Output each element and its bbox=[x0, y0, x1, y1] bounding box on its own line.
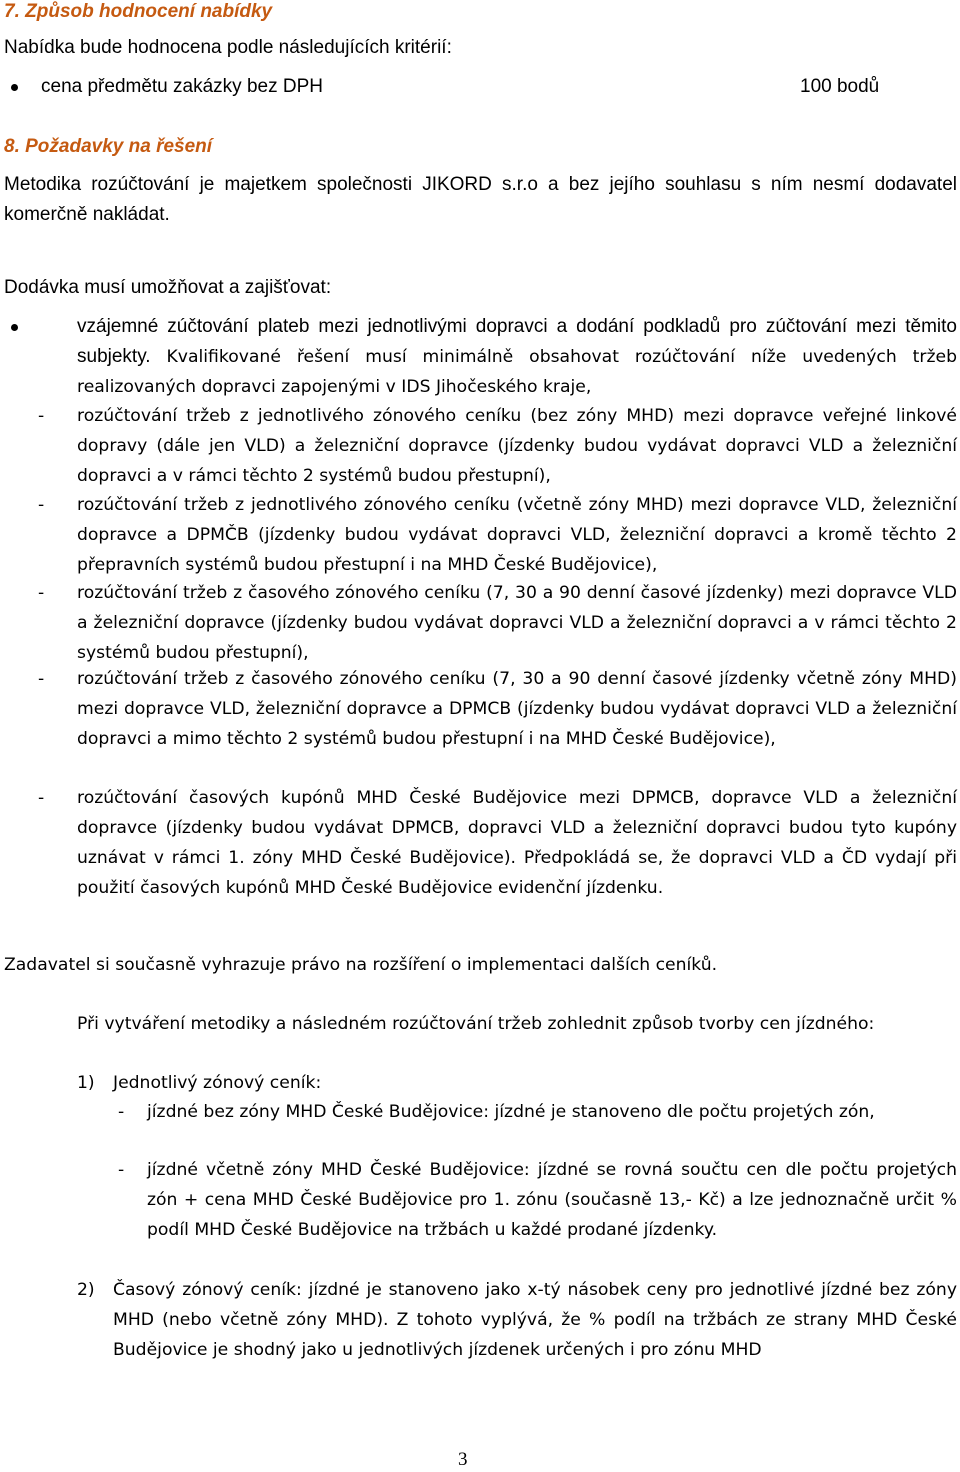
section-8-para2: Dodávka musí umožňovat a zajišťovat: bbox=[4, 277, 332, 298]
list-item-label: Jednotlivý zónový ceník: bbox=[113, 1073, 322, 1093]
bullet-icon bbox=[11, 84, 18, 91]
bullet-text-b: Kvalifikované řešení musí minimálně obsahovat rozúčtování níže uvedených tržeb realizovaných dopravci zapojenými v IDS Jihočeského kraje, bbox=[77, 347, 957, 397]
sub-list-item: jízdné bez zóny MHD České Budějovice: jízdné je stanoveno dle počtu projetých zón, bbox=[147, 1102, 875, 1122]
dash-marker: - bbox=[118, 1102, 125, 1122]
dash-marker: - bbox=[38, 669, 45, 689]
section-8-para1: Metodika rozúčtování je majetkem společnosti JIKORD s.r.o a bez jejího souhlasu s ním nesmí dodavatel komerčně nakládat. bbox=[4, 174, 957, 225]
dash-marker: - bbox=[118, 1160, 125, 1180]
reserve-paragraph: Zadavatel si současně vyhrazuje právo na rozšíření o implementaci dalších ceníků. bbox=[4, 955, 718, 975]
dash-item: rozúčtování tržeb z jednotlivého zónového ceníku (bez zóny MHD) mezi dopravce veřejné linkové dopravy (dále jen VLD) a železniční dopravce (jízdenky budou vydávat dopravci VLD a železniční dopravci a v rámci těchto 2 systémů budou přestupní), bbox=[77, 406, 957, 486]
dash-marker: - bbox=[38, 583, 45, 603]
dash-marker: - bbox=[38, 788, 45, 808]
criterion-points: 100 bodů bbox=[800, 76, 880, 97]
bullet-paragraph bbox=[77, 312, 957, 402]
dash-item: rozúčtování časových kupónů MHD České Budějovice mezi DPMCB, dopravce VLD a železniční dopravce (jízdenky budou vydávat DPMCB, dopravci VLD a železniční dopravci budou tyto kupóny uznávat v rámci 1. zóny MHD České Budějovice). Předpokládá se, že dopravci VLD a ČD vydají při použití časových kupónů MHD České Budějovice evidenční jízdenku. bbox=[77, 788, 957, 898]
section-8-heading: 8. Požadavky na řešení bbox=[4, 136, 213, 157]
bullet-icon bbox=[11, 324, 18, 331]
list-item-text: Časový zónový ceník: jízdné je stanoveno jako x-tý násobek ceny pro jednotlivé jízdné bez zóny MHD (nebo včetně zóny MHD). Z tohoto vyplývá, že % podíl na tržbách ze strany MHD České Budějovice je shodný jako u jednotlivých jízdenek určených i pro zónu MHD bbox=[113, 1280, 957, 1360]
dash-item: rozúčtování tržeb z jednotlivého zónového ceníku (včetně zóny MHD) mezi dopravce VLD, železniční dopravce a DPMČB (jízdenky budou vydávat dopravci VLD, železniční dopravci a kromě těchto 2 přepravních systémů budou přestupní i na MHD České Budějovice), bbox=[77, 495, 957, 575]
sub-list-item: jízdné včetně zóny MHD České Budějovice: jízdné se rovná součtu cen dle počtu projetých zón + cena MHD České Budějovice pro 1. zónu (současně 13,- Kč) a lze jednoznačně určit % podíl MHD České Budějovice na tržbách u každé prodané jízdenky. bbox=[147, 1160, 957, 1240]
list-number: 1) bbox=[77, 1073, 95, 1093]
criterion-label: cena předmětu zakázky bez DPH bbox=[41, 76, 323, 97]
dash-marker: - bbox=[38, 495, 45, 515]
method-intro: Při vytváření metodiky a následném rozúčtování tržeb zohlednit způsob tvorby cen jízdného: bbox=[77, 1014, 875, 1034]
section-7-intro: Nabídka bude hodnocena podle následujících kritérií: bbox=[4, 37, 452, 58]
dash-marker: - bbox=[38, 406, 45, 426]
dash-item: rozúčtování tržeb z časového zónového ceníku (7, 30 a 90 denní časové jízdenky včetně zóny MHD) mezi dopravce VLD, železniční dopravce a DPMCB (jízdenky budou vydávat dopravci VLD a železniční dopravci a mimo těchto 2 systémů budou přestupní i na MHD České Budějovice), bbox=[77, 669, 957, 749]
bullet-text-a: vzájemné zúčtování plateb mezi jednotlivými dopravci a dodání podkladů pro zúčtování mezi těmito subjekty. bbox=[77, 316, 957, 367]
page-number: 3 bbox=[458, 1449, 468, 1470]
list-number: 2) bbox=[77, 1280, 95, 1300]
dash-item: rozúčtování tržeb z časového zónového ceníku (7, 30 a 90 denní časové jízdenky) mezi dopravce VLD a železniční dopravce (jízdenky budou vydávat dopravci VLD a železniční dopravci a v rámci těchto 2 systémů budou přestupní), bbox=[77, 583, 957, 663]
section-7-heading: 7. Způsob hodnocení nabídky bbox=[4, 1, 273, 22]
